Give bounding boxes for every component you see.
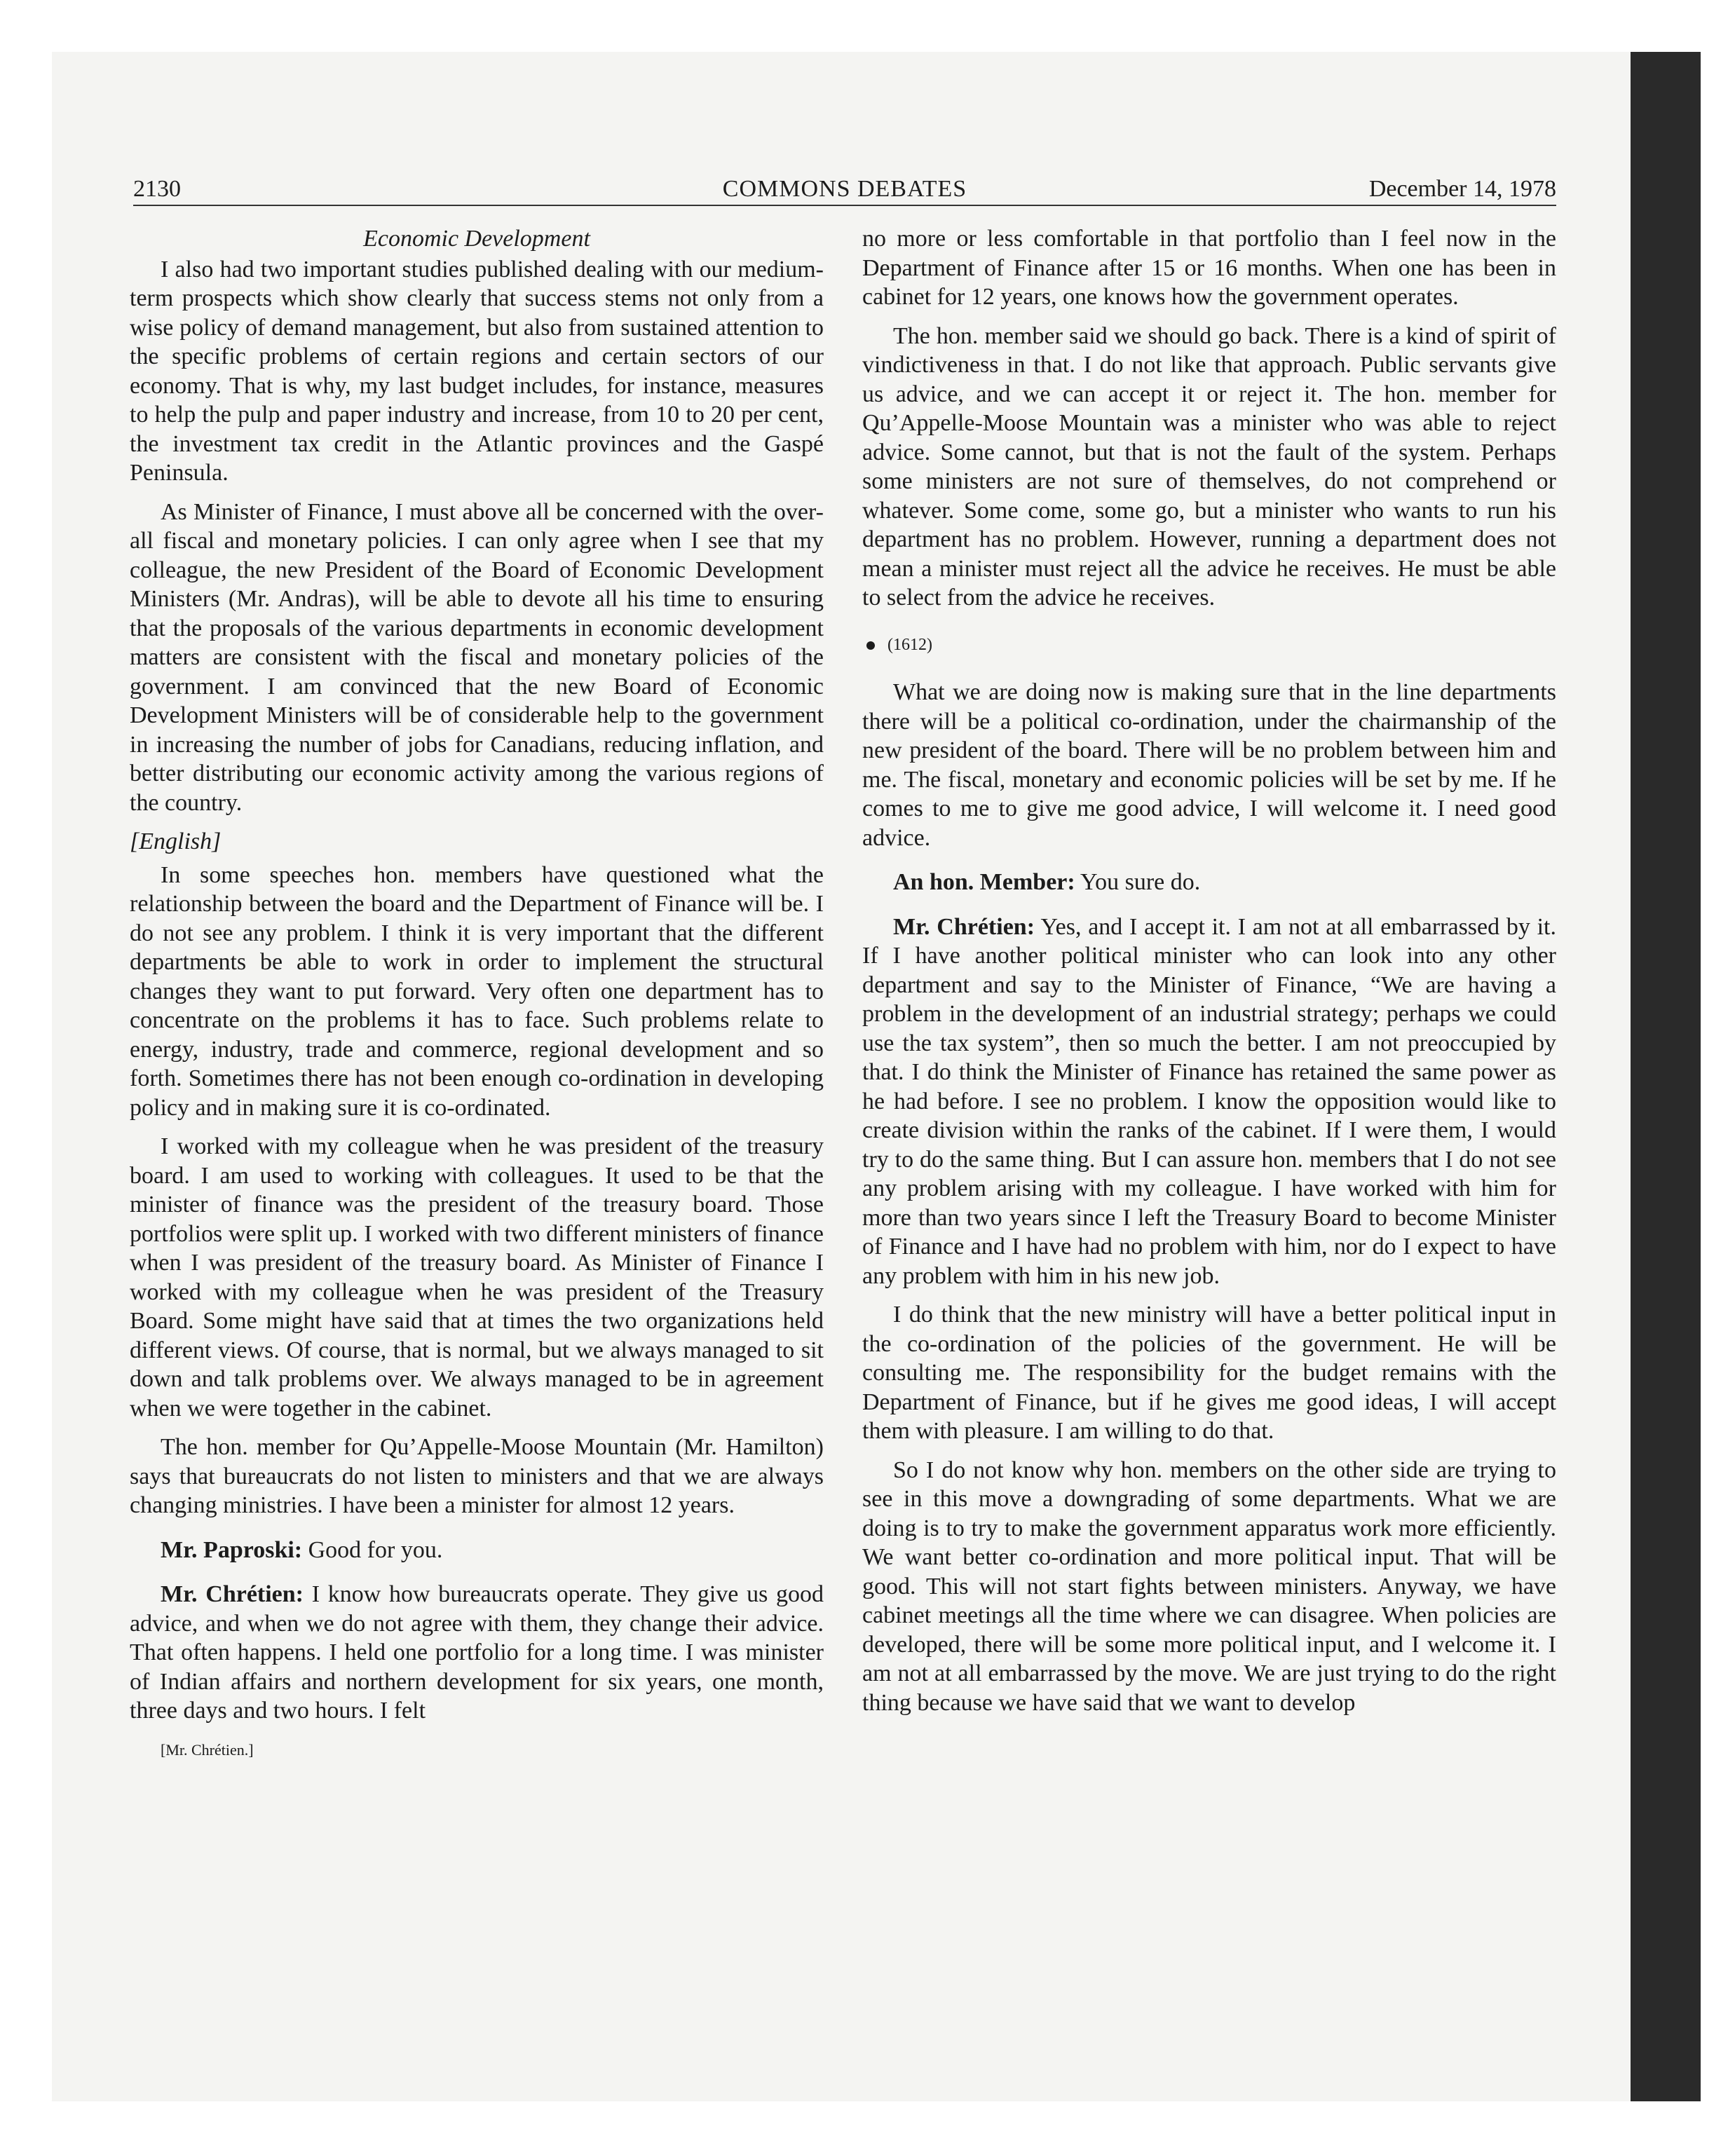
- section-title: Economic Development: [363, 226, 590, 252]
- speech-text: Good for you.: [308, 1536, 443, 1563]
- speech: [130, 1536, 824, 1565]
- paragraph: I also had two important studies published dealing with our medium-term prospects which show clearly that success stems not only from a wise policy of demand management, but also from sustained attention to the specific problems of certain regions and certain sectors of our economy. That is why, my last budget includes, for instance, measures to help the pulp and paper industry and increase, from 10 to 20 per cent, the investment tax credit in the Atlantic provinces and the Gaspé Peninsula.: [130, 256, 824, 486]
- speaker-name: Mr. Chrétien:: [893, 913, 1035, 940]
- paragraph: I do think that the new ministry will have a better political input in the co-ordination of the policies of the government. He will be consulting me. The responsibility for the budget remains with the Department of Finance, but if he gives me good ideas, I will accept them with pleasure. I am willing to do that.: [862, 1302, 1556, 1444]
- time-marker: [862, 631, 1556, 660]
- paragraph: no more or less comfortable in that portfolio than I feel now in the Department of Finance after 15 or 16 months. When one has been in cabinet for 12 years, one knows how the government operates.: [862, 226, 1556, 310]
- speaker-name: Mr. Chrétien:: [161, 1581, 304, 1607]
- paragraph: So I do not know why hon. members on the other side are trying to see in this move a downgrading of some departments. What we are doing is to try to make the government apparatus work more efficiently. We want better co-ordination and more political input. That will be good. This will not start fights between ministers. Anyway, we have cabinet meetings all the time where we can disagree. When policies are developed, there will be some more political input, and I welcome it. I am not at all embarrassed by the move. We are just trying to do the right thing because we have said that we want to develop: [862, 1456, 1556, 1716]
- speech: [862, 868, 1556, 897]
- page-number: 2130: [133, 176, 181, 202]
- time-marker-text: (1612): [887, 635, 932, 654]
- speaker-footnote: [Mr. Chrétien.]: [161, 1740, 254, 1759]
- publication-title: COMMONS DEBATES: [722, 176, 967, 202]
- speech-text: I know how bureaucrats operate. They give us good advice, and when we do not agree with them, they change their advice. That often happens. I held one portfolio for a long time. I was minister of Indian affairs and northern development for six years, one month, three days and two hours. I felt: [130, 1581, 824, 1724]
- paragraph: In some speeches hon. members have questioned what the relationship between the board and the Department of Finance will be. I do not see any problem. I think it is very important that the different departments be able to work in order to implement the structural changes they want to put forward. Very often one department has to concentrate on the problems it has to face. Such problems relate to energy, industry, trade and commerce, regional development and so forth. Sometimes there has not been enough co-ordination in developing policy and in making sure it is co-ordinated.: [130, 861, 824, 1121]
- speech: [130, 1580, 824, 1726]
- paragraph: I worked with my colleague when he was president of the treasury board. I am used to working with colleagues. It used to be that the minister of finance was the president of the treasury board. Those portfolios were split up. I worked with two different ministers of finance when I was president of the treasury board. As Minister of Finance I worked with my colleague when he was president of the Treasury Board. Some might have said that at times the two organizations held different views. Of course, that is normal, but we always managed to sit down and talk problems over. We always managed to be in agreement when we were together in the cabinet.: [130, 1133, 824, 1421]
- left-column: [130, 224, 824, 1764]
- scan-edge: [1631, 52, 1701, 2101]
- publication-date: December 14, 1978: [1368, 176, 1556, 202]
- language-marker: [English]: [130, 828, 222, 854]
- speech-text: You sure do.: [1080, 869, 1201, 895]
- page-header: [133, 174, 1556, 206]
- speech-text: Yes, and I accept it. I am not at all embarrassed by it. If I have another political minister who can look into any other department and say to the Minister of Finance, “We are having a problem in the development of an industrial strategy; perhaps we could use the tax system”, then so much the better. I am not preoccupied by that. I do think the Minister of Finance has retained the same power as he had before. I see no problem. I know the opposition would like to create division within the ranks of the cabinet. If I were them, I would try to do the same thing. But I can assure hon. members that I do not see any problem arising with my colleague. I have worked with him for more than two years since I left the Treasury Board to become Minister of Finance and I have had no problem with him, nor do I expect to have any problem with him in his new job.: [862, 913, 1556, 1289]
- right-column: [862, 224, 1556, 1727]
- paragraph: The hon. member said we should go back. There is a kind of spirit of vindictiveness in that. I do not like that approach. Public servants give us advice, and we can accept it or reject it. The hon. member for Qu’Appelle-Moose Mountain was a minister who was able to reject advice. Some cannot, but that is not the fault of the system. Perhaps some ministers are not sure of themselves, do not comprehend or whatever. Some come, some go, but a minister who wants to run his department has no problem. However, running a department does not mean a minister must reject all the advice he receives. He must be able to select from the advice he receives.: [862, 322, 1556, 610]
- speaker-name: An hon. Member:: [893, 869, 1075, 895]
- speaker-name: Mr. Paproski:: [161, 1536, 303, 1563]
- bullet-icon: [866, 641, 875, 650]
- paragraph: The hon. member for Qu’Appelle-Moose Mountain (Mr. Hamilton) says that bureaucrats do not listen to ministers and that we are always changing ministries. I have been a minister for almost 12 years.: [130, 1434, 824, 1518]
- paragraph: As Minister of Finance, I must above all be concerned with the over-all fiscal and monetary policies. I can only agree when I see that my colleague, the new President of the Board of Economic Development Ministers (Mr. Andras), will be able to devote all his time to ensuring that the proposals of the various departments in economic development matters are consistent with the fiscal and monetary policies of the government. I am convinced that the new Board of Economic Development Ministers will be of considerable help to the government in increasing the number of jobs for Canadians, reducing inflation, and better distributing our economic activity among the various regions of the country.: [130, 498, 824, 816]
- speech: [862, 913, 1556, 1291]
- paragraph: What we are doing now is making sure that in the line departments there will be a political co-ordination, under the chairmanship of the new president of the board. There will be no problem between him and me. The fiscal, monetary and economic policies will be set by me. If he comes to me to give me good advice, I will welcome it. I need good advice.: [862, 679, 1556, 851]
